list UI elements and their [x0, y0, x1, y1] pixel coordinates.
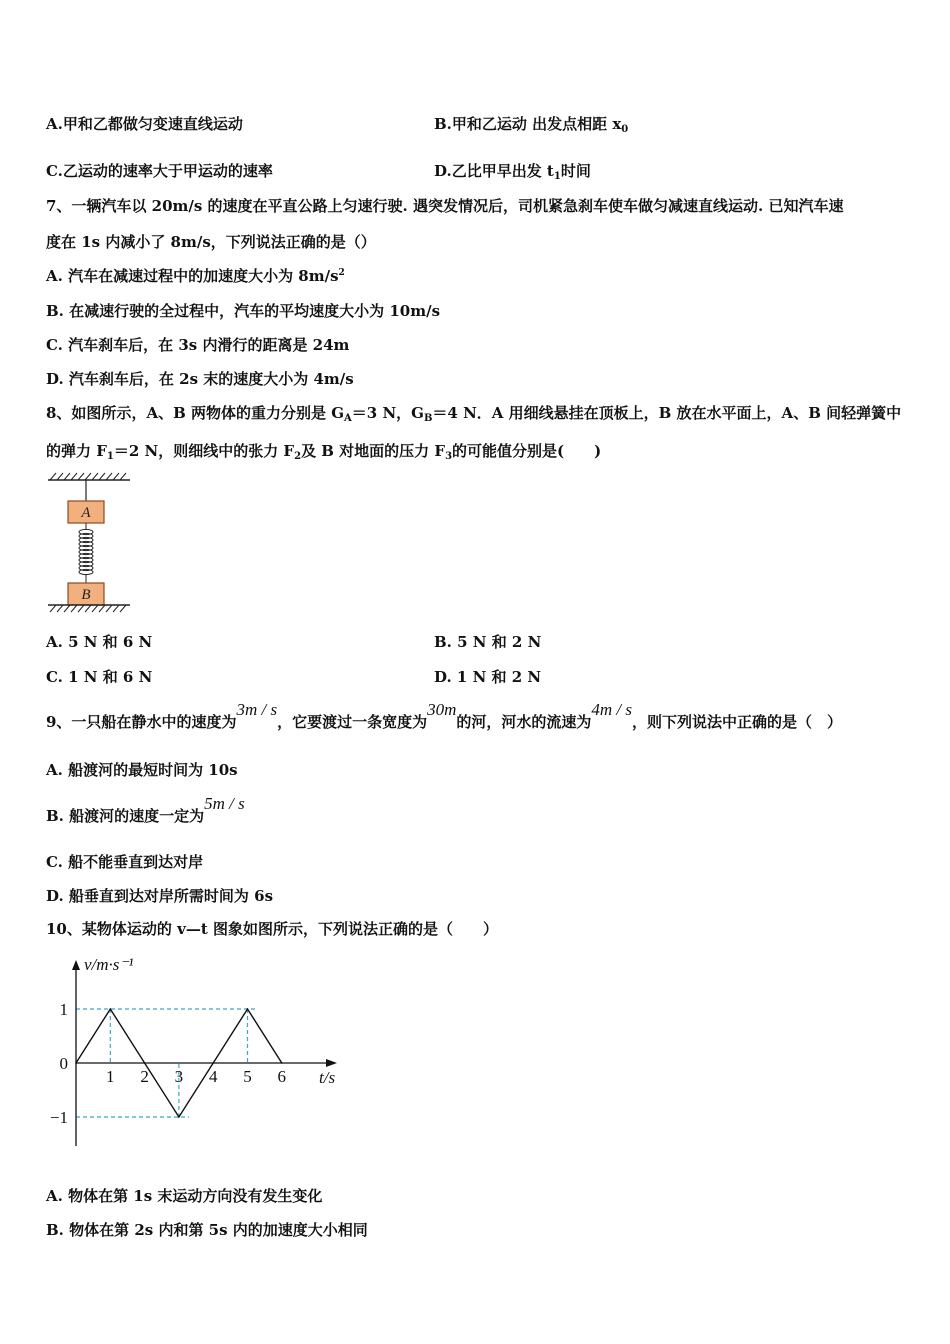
q7-option-b: B. 在减速行驶的全过程中，汽车的平均速度大小为 10m/s — [46, 302, 441, 320]
q8-stem-line1 — [46, 403, 901, 426]
q8-stem-line2 — [46, 441, 601, 464]
x-tick-label-5: 5 — [243, 1067, 252, 1086]
q9-stem — [46, 700, 843, 732]
data-point-t5 — [247, 1008, 249, 1010]
q7-stem-line1: 7、一辆汽车以 20m/s 的速度在平直公路上匀速行驶. 遇突发情况后，司机紧急刹车使车做匀减速直线运动. 已知汽车速 — [46, 197, 844, 215]
q9-stem-part2: ，它要渡过一条宽度为 — [277, 713, 428, 731]
q8-option-b: B. 5 N 和 2 N — [434, 633, 542, 651]
q8-stem1-sub-b: B — [423, 413, 433, 424]
q9-option-d: D. 船垂直到达对岸所需时间为 6s — [46, 887, 274, 905]
y-tick-label-2: −1 — [49, 1108, 68, 1127]
vt-chart — [40, 950, 350, 1155]
q8-stem2-sub1: 1 — [106, 451, 114, 462]
q9-option-b — [46, 794, 245, 826]
q10-option-b: B. 物体在第 2s 内和第 5s 内的加速度大小相同 — [46, 1221, 368, 1239]
q9-boat-speed: 3m / s — [236, 700, 278, 719]
q7-option-d: D. 汽车刹车后，在 2s 末的速度大小为 4m/s — [46, 370, 354, 388]
ceiling — [48, 473, 130, 480]
q7-option-a-text: A. 汽车在减速过程中的加速度大小为 8m/s — [46, 267, 339, 285]
q9-stem-part3: 的河，河水的流速为 — [456, 713, 592, 731]
q9-option-b-text: B. 船渡河的速度一定为 — [46, 807, 205, 825]
q10-option-a: A. 物体在第 1s 末运动方向没有发生变化 — [46, 1187, 323, 1205]
q8-stem2-sub2: 2 — [294, 451, 302, 462]
block-a-label: A — [81, 505, 91, 521]
x-tick-label-2: 2 — [140, 1067, 149, 1086]
q7-option-a-sup: 2 — [338, 268, 345, 278]
data-point-t0 — [75, 1062, 77, 1064]
block-b-label: B — [81, 587, 91, 603]
chart-labels — [50, 955, 336, 1127]
y-axis-arrow — [72, 960, 80, 970]
spring-diagram — [44, 470, 136, 616]
y-tick-label-1: 0 — [59, 1054, 68, 1073]
q9-stem-part4: ，则下列说法中正确的是（ ） — [632, 713, 843, 731]
x-axis-label: t/s — [319, 1068, 336, 1087]
data-point-t2 — [144, 1062, 146, 1064]
y-tick-label-0: 1 — [59, 1000, 68, 1019]
q6-option-b-sub: 0 — [621, 124, 629, 135]
q6-option-d — [434, 161, 591, 184]
data-point-t1 — [110, 1008, 112, 1010]
q6-option-d-text: D.乙比甲早出发 t — [434, 162, 554, 180]
q8-stem1-c: ＝4 N．A 用细线悬挂在顶板上，B 放在水平面上，A、B 间轻弹簧中 — [432, 404, 902, 422]
x-axis-arrow — [326, 1059, 337, 1067]
q7-stem-line2: 度在 1s 内减小了 8m/s，下列说法正确的是（） — [46, 233, 376, 251]
q7-option-a — [46, 266, 345, 289]
q9-option-c: C. 船不能垂直到达对岸 — [46, 853, 204, 871]
q6-option-c: C.乙运动的速率大于甲运动的速率 — [46, 162, 273, 180]
x-tick-label-3: 3 — [174, 1067, 184, 1086]
data-point-t3 — [178, 1116, 180, 1118]
q8-stem2-b: ＝2 N，则细线中的张力 F — [113, 442, 295, 460]
q8-stem2-a: 的弹力 F — [46, 442, 107, 460]
spring — [79, 523, 93, 583]
chart-axes — [72, 960, 337, 1146]
q8-stem1-a: 8、如图所示，A、B 两物体的重力分别是 G — [46, 404, 345, 422]
q6-option-b-text: B.甲和乙运动 出发点相距 x — [434, 115, 622, 133]
q10-stem: 10、某物体运动的 v—t 图象如图所示，下列说法正确的是（ ） — [46, 920, 498, 938]
q8-stem2-d: 的可能值分别是( ) — [452, 442, 602, 460]
data-point-t4 — [212, 1062, 214, 1064]
q8-option-a: A. 5 N 和 6 N — [46, 633, 153, 651]
q8-option-c: C. 1 N 和 6 N — [46, 668, 153, 686]
q6-option-d-sub: 1 — [553, 171, 561, 182]
q8-stem2-sub3: 3 — [445, 451, 453, 462]
ground — [48, 605, 130, 612]
q6-option-d-post: 时间 — [560, 162, 591, 180]
q8-option-d: D. 1 N 和 2 N — [434, 668, 542, 686]
q7-option-c: C. 汽车刹车后，在 3s 内滑行的距离是 24m — [46, 336, 350, 354]
q9-option-b-value: 5m / s — [204, 794, 245, 813]
q9-option-a: A. 船渡河的最短时间为 10s — [46, 761, 238, 779]
q6-option-a: A.甲和乙都做匀变速直线运动 — [46, 115, 243, 133]
q9-river-width: 30m — [427, 700, 457, 719]
q9-stem-part1: 9、一只船在静水中的速度为 — [46, 713, 237, 731]
q8-stem1-sub-a: A — [344, 413, 352, 424]
q8-stem2-c: 及 B 对地面的压力 F — [301, 442, 446, 460]
q9-water-speed: 4m / s — [591, 700, 633, 719]
x-tick-label-4: 4 — [208, 1067, 218, 1086]
q8-stem1-b: ＝3 N，G — [351, 404, 424, 422]
data-point-t6 — [281, 1062, 283, 1064]
q6-option-b — [434, 114, 628, 137]
y-axis-label: v/m·s⁻¹ — [84, 955, 134, 974]
x-tick-label-6: 6 — [277, 1067, 287, 1086]
x-tick-label-1: 1 — [106, 1067, 115, 1086]
